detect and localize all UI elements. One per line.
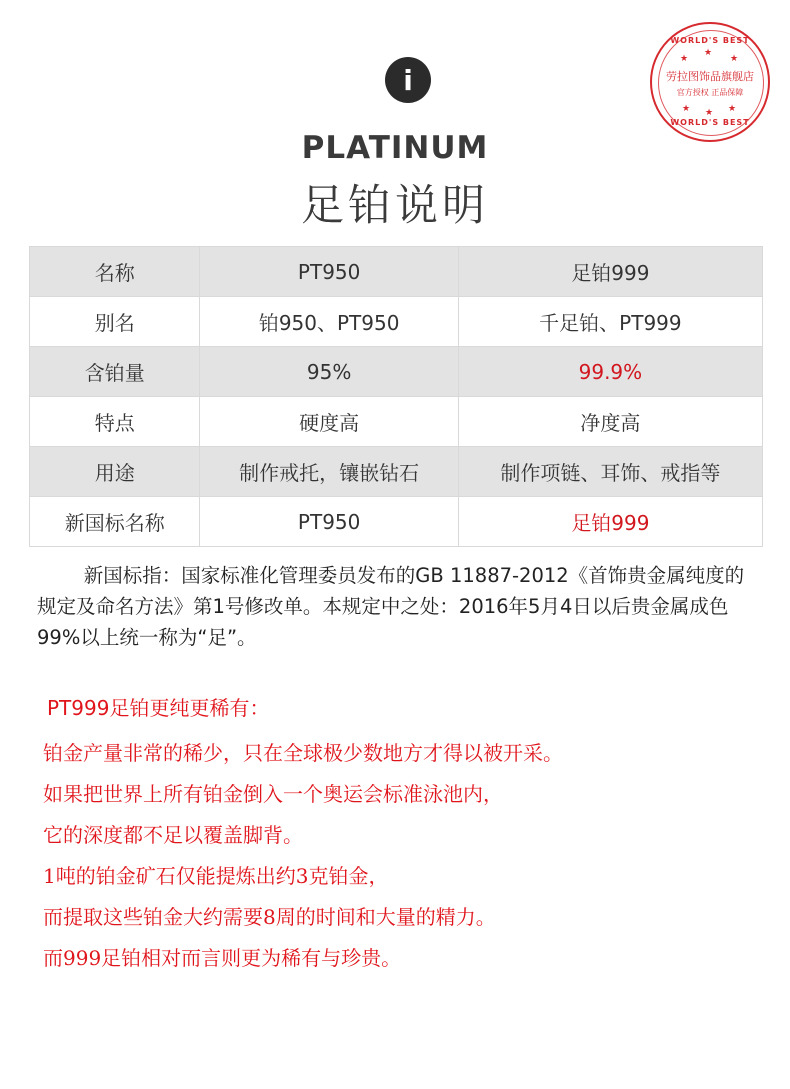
table-row	[30, 347, 763, 397]
table-cell-highlight: 99.9%	[458, 347, 762, 397]
table-cell: 95%	[200, 347, 458, 397]
table-row	[30, 497, 763, 547]
table-cell: 制作项链、耳饰、戒指等	[458, 447, 762, 497]
table-cell: 特点	[30, 397, 200, 447]
rarity-line: 它的深度都不足以覆盖脚背。	[43, 823, 303, 847]
table-cell: 别名	[30, 297, 200, 347]
star-icon: ★	[728, 104, 737, 114]
table-cell: 千足铂、PT999	[458, 297, 762, 347]
table-cell: 制作戒托，镶嵌钻石	[200, 447, 458, 497]
rarity-line: 而999足铂相对而言则更为稀有与珍贵。	[43, 946, 402, 970]
star-icon: ★	[705, 108, 714, 118]
star-icon: ★	[704, 48, 713, 58]
table-row	[30, 247, 763, 297]
table-cell: 含铂量	[30, 347, 200, 397]
star-icon: ★	[682, 104, 691, 114]
rarity-line: 而提取这些铂金大约需要8周的时间和大量的精力。	[43, 905, 496, 929]
table-row	[30, 447, 763, 497]
table-cell: 名称	[30, 247, 200, 297]
stamp-auth-text: 官方授权 正品保障	[676, 88, 744, 97]
title-chinese: 足铂说明	[301, 181, 489, 231]
rarity-line: 铂金产量非常的稀少，只在全球极少数地方才得以被开采。	[43, 741, 563, 765]
table-cell: PT950	[200, 497, 458, 547]
table-cell: 足铂999	[458, 247, 762, 297]
rarity-line: 1吨的铂金矿石仅能提炼出约3克铂金，	[43, 864, 389, 888]
rarity-section	[43, 692, 763, 979]
info-icon: i	[385, 57, 431, 103]
star-icon: ★	[730, 54, 739, 64]
table-cell: PT950	[200, 247, 458, 297]
table-cell: 铂950、PT950	[200, 297, 458, 347]
standard-notice-paragraph: 新国标指：国家标准化管理委员发布的GB 11887-2012《首饰贵金属纯度的规定及命名方法》第1号修改单。本规定中之处：2016年5月4日以后贵金属成色99%以上统一称为“足”。	[37, 564, 745, 649]
table-row	[30, 397, 763, 447]
table-cell: 新国标名称	[30, 497, 200, 547]
star-icon: ★	[680, 54, 689, 64]
table-cell: 用途	[30, 447, 200, 497]
comparison-table	[29, 246, 763, 547]
stamp-bottom-text: WORLD'S BEST	[670, 118, 750, 127]
stamp-top-text: WORLD'S BEST	[670, 36, 750, 45]
title-english: PLATINUM	[301, 130, 489, 166]
authorization-stamp	[650, 22, 770, 142]
table-cell: 净度高	[458, 397, 762, 447]
stamp-shop-name: 劳拉图饰品旗舰店	[666, 70, 754, 83]
table-row	[30, 297, 763, 347]
table-cell-highlight: 足铂999	[458, 497, 762, 547]
table-cell: 硬度高	[200, 397, 458, 447]
rarity-title: PT999足铂更纯更稀有：	[47, 696, 270, 720]
rarity-line: 如果把世界上所有铂金倒入一个奥运会标准泳池内，	[43, 782, 503, 806]
